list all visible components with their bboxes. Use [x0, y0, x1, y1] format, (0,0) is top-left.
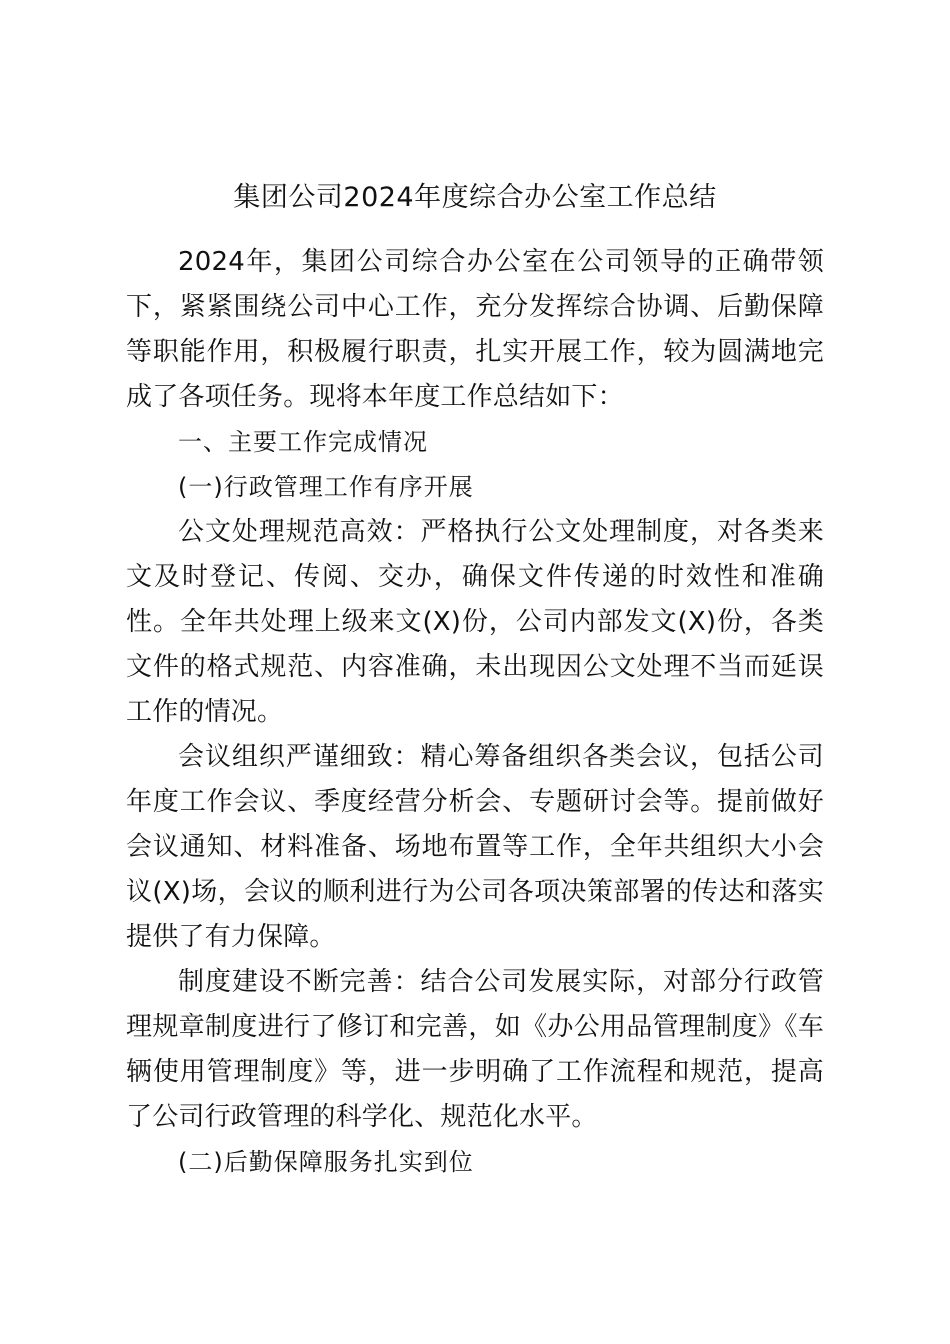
subsection-heading-logistics: (二)后勤保障服务扎实到位 [178, 1148, 474, 1176]
intro-paragraph: 2024年，集团公司综合办公室在公司领导的正确带领下，紧紧围绕公司中心工作，充分发挥综合协调、后勤保障等职能作用，积极履行职责，扎实开展工作，较为圆满地完成了各项任务。现将本年度工作总结如下： [126, 247, 824, 412]
subsection-heading-admin: (一)行政管理工作有序开展 [178, 473, 474, 501]
section-heading-main-work: 一、主要工作完成情况 [178, 428, 428, 456]
paragraph-document-processing: 公文处理规范高效：严格执行公文处理制度，对各类来文及时登记、传阅、交办，确保文件传递的时效性和准确性。全年共处理上级来文(X)份，公司内部发文(X)份，各类文件的格式规范、内容准确，未出现因公文处理不当而延误工作的情况。 [126, 517, 824, 727]
document-body [126, 240, 824, 1185]
paragraph-meeting-organization: 会议组织严谨细致：精心筹备组织各类会议，包括公司年度工作会议、季度经营分析会、专题研讨会等。提前做好会议通知、材料准备、场地布置等工作，全年共组织大小会议(X)场，会议的顺利进行为公司各项决策部署的传达和落实提供了有力保障。 [126, 742, 824, 952]
paragraph-system-building: 制度建设不断完善：结合公司发展实际，对部分行政管理规章制度进行了修订和完善，如《办公用品管理制度》《车辆使用管理制度》等，进一步明确了工作流程和规范，提高了公司行政管理的科学化、规范化水平。 [126, 967, 824, 1132]
document-title: 集团公司2024年度综合办公室工作总结 [233, 182, 717, 213]
